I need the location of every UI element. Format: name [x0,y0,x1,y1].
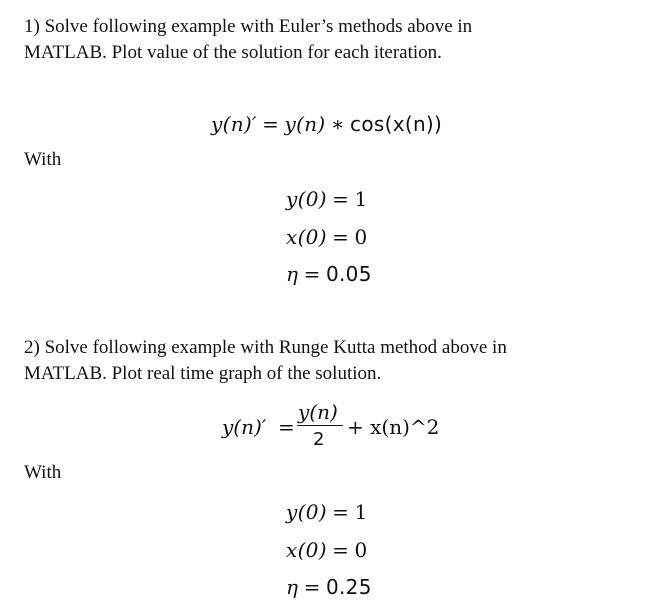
condition-lhs: y(0) [286,187,327,211]
condition-x0 [286,225,368,250]
equation-lhs: y(n)′ [222,415,267,439]
equation-tail: + x(n)^2 [347,415,440,439]
condition-lhs: y(0) [286,500,327,524]
fraction-bar [297,425,343,426]
equation-equals: = [262,112,280,136]
question-2-text [24,335,624,387]
fraction-numerator: y(n) [298,400,338,424]
equation-cos-term: cos(x(n)) [350,112,443,136]
with-label-2: With [24,462,62,483]
condition-lhs: η [286,575,299,599]
equation-multiply: ∗ [330,112,345,136]
condition-equals: = [303,575,321,599]
equation-rhs-term: y(n) [284,112,326,136]
condition-x0 [286,538,368,563]
condition-y0 [286,187,368,212]
condition-value: 1 [354,500,368,524]
question-1-line-2: MATLAB. Plot value of the solution for each iteration. [24,42,442,63]
question-2-line-1: 2) Solve following example with Runge Kutta method above in [24,337,507,358]
fraction-denominator: 2 [313,429,325,450]
condition-value: 0.25 [325,575,372,599]
equation-equals: = [278,415,295,439]
condition-lhs: η [286,262,299,286]
condition-equals: = [303,262,321,286]
condition-lhs: x(0) [286,538,327,562]
question-1-line-1: 1) Solve following example with Euler’s methods above in [24,16,473,37]
condition-equals: = [332,187,350,211]
condition-equals: = [332,225,350,249]
equation-lhs: y(n)′ [211,112,257,136]
euler-equation [211,112,442,137]
condition-eta [286,262,372,287]
condition-value: 0.05 [325,262,372,286]
condition-lhs: x(0) [286,225,327,249]
condition-value: 0 [354,538,368,562]
condition-equals: = [332,538,350,562]
condition-y0 [286,500,368,525]
condition-eta [286,575,372,600]
condition-equals: = [332,500,350,524]
condition-value: 0 [354,225,368,249]
question-1-text [24,14,624,66]
question-2-line-2: MATLAB. Plot real time graph of the solution. [24,363,382,384]
with-label-1: With [24,149,62,170]
condition-value: 1 [354,187,368,211]
